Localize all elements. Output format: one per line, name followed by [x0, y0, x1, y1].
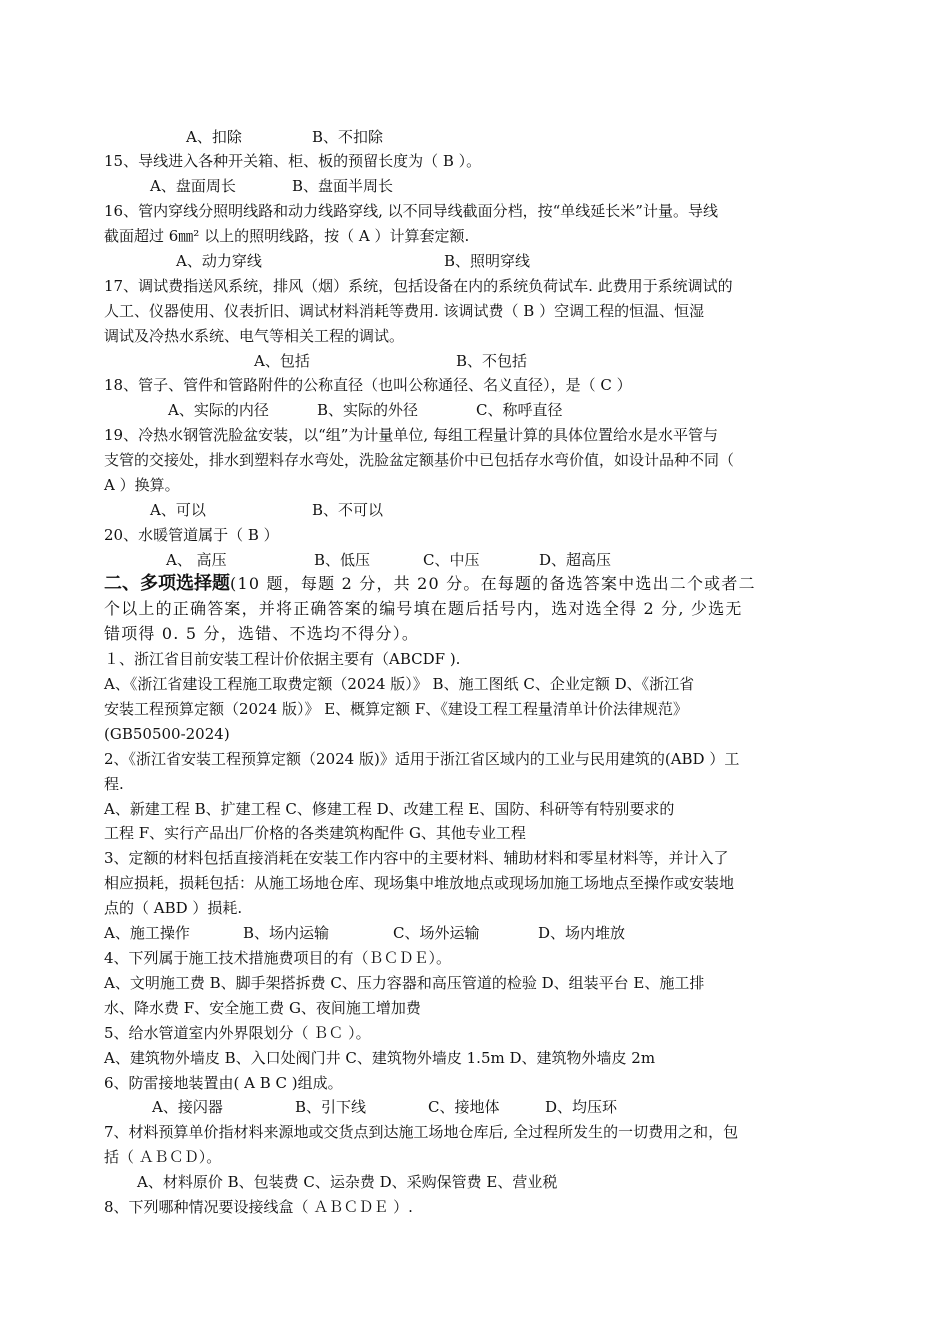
q14-option-b: B、不扣除 [312, 128, 384, 146]
section2-instructions-line1: (10 题，每题 2 分，共 20 分。在每题的备选答案中选出二个或者二 [230, 574, 756, 593]
m8-line1: 8、下列哪种情况要设接线盒（ ＡＢＣＤＥ ）. [104, 1198, 413, 1216]
q16-line2: 截面超过 6㎜² 以上的照明线路，按（ A ）计算套定额. [104, 227, 470, 245]
m3-line2: 相应损耗，损耗包括：从施工场地仓库、现场集中堆放地点或现场加施工场地点至操作或安装地 [104, 874, 735, 892]
m3-line1: 3、定额的材料包括直接消耗在安装工作内容中的主要材料、辅助材料和零星材料等，并计入了 [104, 849, 729, 867]
q15-option-a: A、盘面周长 [150, 177, 236, 195]
q19-option-a: A、可以 [150, 501, 206, 519]
q17-line2: 人工、仪器使用、仪表折旧、调试材料消耗等费用. 该调试费（ B ）空调工程的恒温、恒湿 [104, 302, 705, 320]
m2-line2: 程. [104, 775, 124, 793]
m5-line1: 5、给水管道室内外界限划分（ ＢＣ ）。 [104, 1024, 371, 1042]
q19-option-b: B、不可以 [312, 501, 384, 519]
q18-option-b: B、实际的外径 [317, 401, 419, 419]
q18-text: 18、管子、管件和管路附件的公称直径（也叫公称通径、名义直径），是（ C ） [104, 376, 632, 394]
section2-instructions-line3: 错项得 0. 5 分，选错、不选均不得分）。 [104, 624, 420, 643]
section2-heading [104, 573, 756, 595]
q19-line3: A ）换算。 [104, 476, 180, 494]
m6-option-b: B、引下线 [295, 1098, 367, 1116]
q15-option-b: B、盘面半周长 [292, 177, 394, 195]
m4-line2: A、文明施工费 B、脚手架搭拆费 C、压力容器和高压管道的检验 D、组装平台 E、施工排 [104, 974, 705, 992]
m6-option-a: A、接闪器 [152, 1098, 223, 1116]
m5-line2: A、建筑物外墙皮 B、入口处阀门井 C、建筑物外墙皮 1.5m D、建筑物外墙皮 2m [104, 1049, 656, 1067]
m6-line1: 6、防雷接地装置由( A B C )组成。 [104, 1074, 343, 1092]
m2-line3: A、新建工程 B、扩建工程 C、修建工程 D、改建工程 E、国防、科研等有特别要求的 [104, 800, 675, 818]
m3-option-b: B、场内运输 [243, 924, 330, 942]
q20-text: 20、水暖管道属于（ B ） [104, 526, 279, 544]
m2-line1: 2、《浙江省安装工程预算定额（2024 版)》适用于浙江省区域内的工业与民用建筑的(ABD ）工 [104, 750, 740, 768]
m6-option-d: D、均压环 [545, 1098, 618, 1116]
q15-text: 15、导线进入各种开关箱、柜、板的预留长度为（ B ）。 [104, 152, 482, 170]
q20-option-d: D、超高压 [539, 551, 612, 569]
q19-line2: 支管的交接处，排水到塑料存水弯处，洗脸盆定额基价中已包括存水弯价值，如设计品种不同（ [104, 451, 735, 469]
m1-line2: A、《浙江省建设工程施工取费定额（2024 版）》 B、施工图纸 C、企业定额 D、《浙江省 [104, 675, 695, 693]
m3-option-a: A、施工操作 [104, 924, 190, 942]
q17-option-b: B、不包括 [456, 352, 528, 370]
q17-line3: 调试及冷热水系统、电气等相关工程的调试。 [104, 327, 405, 345]
q17-option-a: A、包括 [254, 352, 310, 370]
m7-line1: 7、材料预算单价指材料来源地或交货点到达施工场地仓库后, 全过程所发生的一切费用之和，包 [104, 1123, 739, 1141]
m4-line1: 4、下列属于施工技术措施费项目的有（ＢＣＤＥ）。 [104, 949, 452, 967]
q17-line1: 17、调试费指送风系统，排风（烟）系统，包括设备在内的系统负荷试车. 此费用于系统调试的 [104, 277, 733, 295]
m3-line3: 点的（ ABD ）损耗. [104, 899, 243, 917]
q16-option-b: B、照明穿线 [444, 252, 531, 270]
m6-option-c: C、接地体 [428, 1098, 500, 1116]
section2-instructions-line2: 个以上的正确答案，并将正确答案的编号填在题后括号内，选对选全得 2 分, 少选无 [104, 599, 743, 618]
q18-option-a: A、实际的内径 [168, 401, 269, 419]
section2-title: 二、多项选择题 [104, 573, 230, 594]
q16-line1: 16、管内穿线分照明线路和动力线路穿线, 以不同导线截面分档，按“单线延长米”计量。导线 [104, 202, 718, 220]
q14-option-a: A、扣除 [186, 128, 242, 146]
q16-option-a: A、动力穿线 [176, 252, 262, 270]
m3-option-d: D、场内堆放 [538, 924, 626, 942]
m1-line1: １、浙江省目前安装工程计价依据主要有（ABCDF ). [104, 650, 461, 668]
m1-line3: 安装工程预算定额（2024 版）》 E、概算定额 F、《建设工程工程量清单计价法律规范》 [104, 700, 688, 718]
q20-option-a: A、 高压 [166, 551, 227, 569]
q20-option-c: C、中压 [423, 551, 480, 569]
m7-line3: A、材料原价 B、包装费 C、运杂费 D、采购保管费 E、营业税 [137, 1173, 558, 1191]
m1-line4: (GB50500-2024) [104, 725, 230, 743]
q18-option-c: C、称呼直径 [476, 401, 563, 419]
m3-option-c: C、场外运输 [393, 924, 480, 942]
m4-line3: 水、降水费 F、安全施工费 G、夜间施工增加费 [104, 999, 421, 1017]
q20-option-b: B、低压 [314, 551, 371, 569]
m7-line2: 括（ ＡＢＣＤ）。 [104, 1148, 222, 1166]
m2-line4: 工程 F、实行产品出厂价格的各类建筑构配件 G、其他专业工程 [104, 824, 526, 842]
q19-line1: 19、冷热水钢管洗脸盆安装，以“组”为计量单位, 每组工程量计算的具体位置给水是水平管与 [104, 426, 718, 444]
